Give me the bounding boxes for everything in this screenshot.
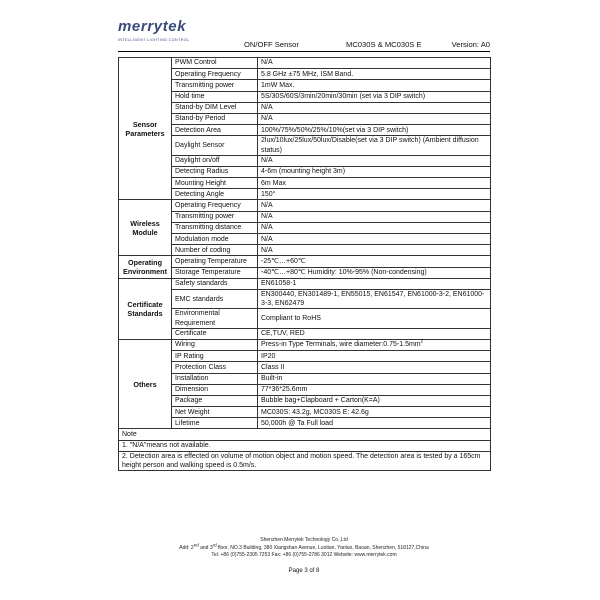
- param-name: Transmitting distance: [172, 222, 258, 233]
- section-category: Sensor Parameters: [119, 58, 172, 200]
- param-name: Safety standards: [172, 278, 258, 289]
- param-name: Transmitting power: [172, 80, 258, 91]
- note-text: 1. "N/A"means not available.: [119, 440, 491, 451]
- param-value: [258, 125, 491, 136]
- spec-row: [119, 256, 491, 267]
- param-value-text: -40℃…+80℃ Humidity: 10%-95% (Non-condensing): [261, 269, 427, 277]
- param-value-text: MC030S: 43.2g, MC030S E: 42.6g: [261, 408, 369, 416]
- section-category: Operating Environment: [119, 256, 172, 278]
- param-value-text: 6m Max: [261, 179, 286, 187]
- param-value-text: 50,000h @ Ta Full load: [261, 419, 333, 427]
- param-value: [258, 256, 491, 267]
- param-value-text: Class II: [261, 363, 285, 371]
- param-name: Operating Temperature: [172, 256, 258, 267]
- spec-row: [119, 222, 491, 233]
- param-name: EMC standards: [172, 289, 258, 308]
- spec-row: [119, 395, 491, 406]
- param-name: Protection Class: [172, 362, 258, 373]
- param-value: [258, 166, 491, 177]
- param-name: Certificate: [172, 328, 258, 339]
- spec-row: [119, 418, 491, 429]
- param-name: Stand-by Period: [172, 113, 258, 124]
- param-value-text: N/A: [261, 224, 273, 232]
- param-value: [258, 211, 491, 222]
- param-value-text: EN300440, EN301489-1, EN55015, EN61547, EN61000-3-2, EN61000-3-3, EN62479: [261, 290, 485, 308]
- param-value: [258, 351, 491, 362]
- footer-company: Shenzhen Merrytek Technology Co.,Ltd: [260, 537, 348, 543]
- footer-address: Add: 2nd and 3rd floor, NO.3 Building, 380 Xiangshan Avenue, Luotian, Yanluo, Baoan, Shenzhen, 518127,China: [179, 542, 429, 551]
- param-value: [258, 189, 491, 200]
- param-value-text: CE,TUV, RED: [261, 330, 305, 338]
- logo-tagline: INTELLIGENT LIGHTING CONTROL: [118, 38, 190, 42]
- note-row: [119, 451, 491, 470]
- param-value: [258, 69, 491, 80]
- spec-row: [119, 80, 491, 91]
- param-value: [258, 155, 491, 166]
- param-name: Daylight on/off: [172, 155, 258, 166]
- param-value: [258, 234, 491, 245]
- param-value-text: Bubble bag+Clapboard + Carton(K=A): [261, 397, 380, 405]
- spec-row: [119, 155, 491, 166]
- spec-row: [119, 351, 491, 362]
- param-name: Lifetime: [172, 418, 258, 429]
- param-value: [258, 245, 491, 256]
- param-value: [258, 407, 491, 418]
- param-value-text: Compliant to RoHS: [261, 314, 321, 322]
- note-row: [119, 440, 491, 451]
- param-name: Detecting Radius: [172, 166, 258, 177]
- param-name: Transmitting power: [172, 211, 258, 222]
- param-name: Environmental Requirement: [172, 309, 258, 328]
- spec-row: [119, 362, 491, 373]
- spec-row: [119, 58, 491, 69]
- param-value-text: N/A: [261, 235, 273, 243]
- param-value-text: N/A: [261, 157, 273, 165]
- param-value-text: N/A: [261, 246, 273, 254]
- param-name: Dimension: [172, 384, 258, 395]
- param-value: [258, 384, 491, 395]
- spec-row: [119, 309, 491, 328]
- version-label: Version: A0: [451, 40, 490, 49]
- param-name: Operating Frequency: [172, 200, 258, 211]
- param-value: [258, 113, 491, 124]
- param-name: Wiring: [172, 339, 258, 350]
- param-value: [258, 395, 491, 406]
- superscript: 2: [420, 339, 424, 345]
- param-name: Modulation mode: [172, 234, 258, 245]
- param-name: Storage Temperature: [172, 267, 258, 278]
- param-name: Package: [172, 395, 258, 406]
- param-value-text: N/A: [261, 104, 273, 112]
- spec-row: [119, 102, 491, 113]
- spec-row: [119, 91, 491, 102]
- spec-row: [119, 113, 491, 124]
- page-number: Page 3 of 8: [288, 568, 320, 574]
- note-text: Note: [119, 429, 491, 440]
- param-name: Stand-by DIM Level: [172, 102, 258, 113]
- param-value: [258, 102, 491, 113]
- spec-row: [119, 373, 491, 384]
- param-value: [258, 328, 491, 339]
- section-category: Wireless Module: [119, 200, 172, 256]
- page-header: [118, 38, 490, 52]
- note-text: 2. Detection area is effected on volume of motion object and motion speed. The detection area is tested by a 165cm height person and walking speed is 0.5m/s.: [119, 451, 491, 470]
- param-value: [258, 339, 491, 350]
- param-value: [258, 58, 491, 69]
- param-name: Detection Area: [172, 125, 258, 136]
- param-name: Net Weight: [172, 407, 258, 418]
- model-number: MC030S & MC030S E: [346, 40, 422, 49]
- section-category: Certificate Standards: [119, 278, 172, 339]
- param-value-text: N/A: [261, 201, 273, 209]
- spec-row: [119, 178, 491, 189]
- spec-row: [119, 339, 491, 350]
- param-value-text: 5S/30S/60S/3min/20min/30min (set via 3 DIP switch): [261, 93, 426, 101]
- spec-row: [119, 211, 491, 222]
- param-value: [258, 278, 491, 289]
- spec-row: [119, 407, 491, 418]
- logo-wordmark: merrytek: [118, 18, 187, 35]
- param-value-text: N/A: [261, 115, 273, 123]
- spec-row: [119, 125, 491, 136]
- param-value-text: Built-in: [261, 375, 283, 383]
- param-value: [258, 289, 491, 308]
- spec-row: [119, 69, 491, 80]
- param-value: [258, 200, 491, 211]
- section-category: Others: [119, 339, 172, 429]
- param-name: IP Rating: [172, 351, 258, 362]
- param-name: Daylight Sensor: [172, 136, 258, 155]
- spec-row: [119, 278, 491, 289]
- param-value-text: Press-in Type Terminals, wire diameter:0.75-1.5mm: [261, 341, 421, 349]
- param-name: PWM Control: [172, 58, 258, 69]
- param-value: [258, 178, 491, 189]
- param-value-text: IP20: [261, 352, 276, 360]
- document-title: ON/OFF Sensor: [244, 40, 299, 49]
- param-value: [258, 418, 491, 429]
- param-value: [258, 373, 491, 384]
- spec-row: [119, 267, 491, 278]
- param-value: [258, 136, 491, 155]
- param-value: [258, 80, 491, 91]
- spec-row: [119, 384, 491, 395]
- footer-contact: Tel: +86 (0)755-2305 7253 Fax: +86 (0)755-2786 3012 Website: www.merrytek.com: [211, 552, 397, 558]
- param-name: Mounting Height: [172, 178, 258, 189]
- param-value-text: -25℃…+60℃: [261, 257, 306, 265]
- param-value-text: 5.8 GHz ±75 MHz, ISM Band.: [261, 70, 354, 78]
- param-value: [258, 222, 491, 233]
- param-value-text: 4-6m (mounting height 3m): [261, 168, 346, 176]
- note-row: [119, 429, 491, 440]
- spec-row: [119, 328, 491, 339]
- param-name: Installation: [172, 373, 258, 384]
- spec-row: [119, 245, 491, 256]
- spec-table: [118, 57, 491, 471]
- spec-row: [119, 136, 491, 155]
- param-value-text: 2lux/10lux/25lux/50lux/Disable(set via 3 DIP switch) (Ambient diffusion status): [261, 137, 479, 154]
- param-value-text: 77*36*25.6mm: [261, 386, 308, 394]
- param-value-text: 150°: [261, 190, 276, 198]
- param-name: Detecting Angle: [172, 189, 258, 200]
- param-value-text: 100%/75%/50%/25%/10%(set via 3 DIP switch): [261, 126, 409, 134]
- param-name: Number of coding: [172, 245, 258, 256]
- param-value-text: N/A: [261, 59, 273, 67]
- param-value: [258, 362, 491, 373]
- spec-row: [119, 234, 491, 245]
- param-value-text: EN61058-1: [261, 280, 297, 288]
- param-value-text: 1mW Max.: [261, 81, 295, 89]
- param-value: [258, 91, 491, 102]
- param-name: Operating Frequency: [172, 69, 258, 80]
- param-name: Hold time: [172, 91, 258, 102]
- spec-row: [119, 289, 491, 308]
- param-value-text: N/A: [261, 213, 273, 221]
- param-value: [258, 267, 491, 278]
- param-value: [258, 309, 491, 328]
- spec-row: [119, 200, 491, 211]
- spec-row: [119, 189, 491, 200]
- spec-row: [119, 166, 491, 177]
